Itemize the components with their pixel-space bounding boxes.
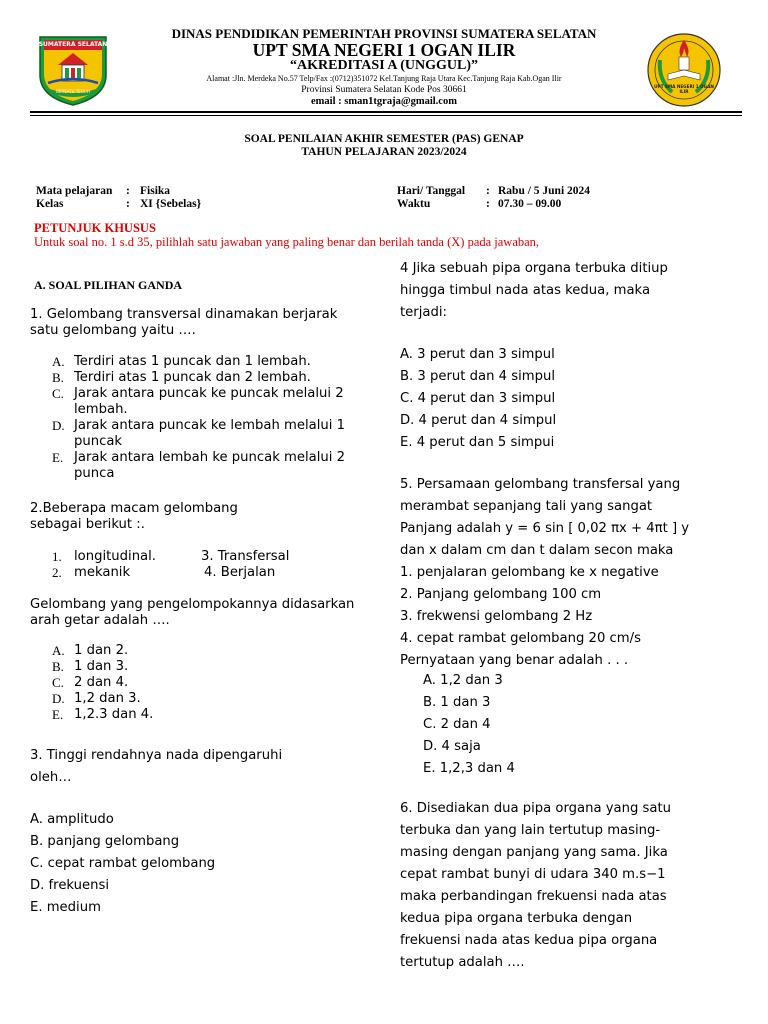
q1-option-text: Jarak antara puncak ke puncak melalui 2: [74, 386, 344, 401]
q3-option: B. panjang gelombang: [30, 834, 180, 849]
q2-option-text: 1,2.3 dan 4.: [74, 707, 154, 722]
q5-option: B. 1 dan 3: [423, 695, 491, 710]
q5-stem-line: merambat sepanjang tali yang sangat: [400, 499, 653, 514]
school-logo-label: UPT SMA NEGERI 1 OGAN ILIR: [654, 84, 714, 94]
q2-item-label: 1.: [52, 549, 62, 564]
q6-stem-line: 6. Disediakan dua pipa organa yang satu: [400, 801, 672, 816]
q6-stem-line: masing dengan panjang yang sama. Jika: [400, 845, 668, 860]
q2-item-label: 2.: [52, 565, 62, 580]
q3-stem-line-1: 3. Tinggi rendahnya nada dipengaruhi: [30, 748, 283, 763]
q2-stem-line-1: 2.Beberapa macam gelombang: [30, 501, 238, 516]
sumsel-logo-motto: BERSATU TEGUH: [56, 89, 90, 94]
class-value: XI {Sebelas}: [140, 198, 202, 210]
q5-stem-line: dan x dalam cm dan t dalam secon maka: [400, 543, 674, 558]
q2-option-label: E.: [52, 707, 64, 722]
exam-year: TAHUN PELAJARAN 2023/2024: [301, 146, 467, 158]
q1-option-label: A.: [52, 354, 65, 369]
q5-option: C. 2 dan 4: [423, 717, 491, 732]
q1-option-label: E.: [52, 450, 64, 465]
q5-option: E. 1,2,3 dan 4: [423, 761, 515, 776]
subject-sep: :: [126, 185, 130, 197]
class-sep: :: [126, 198, 130, 210]
q2-option-text: 1,2 dan 3.: [74, 691, 141, 706]
q2-question-line-2: arah getar adalah ….: [30, 613, 170, 628]
q5-statement: 3. frekwensi gelombang 2 Hz: [400, 609, 593, 624]
q5-statement: 1. penjalaran gelombang ke x negative: [400, 565, 659, 580]
subject-value: Fisika: [140, 185, 171, 197]
q1-option-text-cont: lembah.: [74, 402, 128, 417]
time-sep: :: [486, 198, 490, 210]
letterhead-province: Provinsi Sumatera Selatan Kode Pos 30661: [301, 85, 467, 95]
q6-stem-line: frekuensi nada atas kedua pipa organa: [400, 933, 658, 948]
instructions-text: Untuk soal no. 1 s.d 35, pilihlah satu jawaban yang paling benar dan berilah tanda (X) pada jawaban,: [34, 235, 540, 249]
exam-title: SOAL PENILAIAN AKHIR SEMESTER (PAS) GENAP: [244, 133, 524, 145]
q2-option-text: 1 dan 2.: [74, 643, 129, 658]
q3-option: C. cepat rambat gelombang: [30, 856, 216, 871]
time-label: Waktu: [397, 198, 431, 210]
subject-label: Mata pelajaran: [36, 185, 113, 197]
q5-question: Pernyataan yang benar adalah . . .: [400, 653, 629, 668]
q4-stem-line: 4 Jika sebuah pipa organa terbuka ditiup: [400, 261, 668, 276]
q6-stem-line: kedua pipa organa terbuka dengan: [400, 911, 633, 926]
letterhead-email: email : sman1tgraja@gmail.com: [311, 96, 457, 107]
q1-stem-line-1: 1. Gelombang transversal dinamakan berjarak: [30, 307, 338, 322]
q5-stem-line: Panjang adalah y = 6 sin [ 0,02 πx + 4πt ] y: [400, 521, 690, 536]
date-value: Rabu / 5 Juni 2024: [498, 185, 591, 197]
q2-stem-line-2: sebagai berikut :.: [30, 517, 145, 532]
q2-item-right: 3. Transfersal: [201, 549, 290, 564]
q6-stem-line: maka perbandingan frekuensi nada atas: [400, 889, 667, 904]
q4-stem-line: hingga timbul nada atas kedua, maka: [400, 283, 651, 298]
time-value: 07.30 – 09.00: [498, 198, 562, 210]
q6-stem-line: terbuka dan yang lain tertutup masing-: [400, 823, 661, 838]
q5-statement: 2. Panjang gelombang 100 cm: [400, 587, 602, 602]
q4-option: A. 3 perut dan 3 simpul: [400, 347, 555, 362]
q5-stem-line: 5. Persamaan gelombang transfersal yang: [400, 477, 681, 492]
q1-option-label: D.: [52, 418, 65, 433]
letterhead-address: Alamat :Jln. Merdeka No.57 Telp/Fax :(0712)351072 Kel.Tanjung Raja Utara Kec.Tanjung Raja Kab.Ogan Ilir: [206, 74, 562, 83]
q2-item-left: mekanik: [74, 565, 131, 580]
q5-option: D. 4 saja: [423, 739, 481, 754]
q2-option-label: B.: [52, 659, 64, 674]
q2-option-label: C.: [52, 675, 64, 690]
section-heading: A. SOAL PILIHAN GANDA: [34, 278, 183, 292]
q1-stem-line-2: satu gelombang yaitu ….: [30, 323, 196, 338]
q6-stem-line: tertutup adalah ….: [400, 955, 525, 970]
letterhead-agency: DINAS PENDIDIKAN PEMERINTAH PROVINSI SUMATERA SELATAN: [171, 26, 597, 41]
q1-option-text-cont: puncak: [74, 434, 123, 449]
q3-option: E. medium: [30, 900, 101, 915]
q2-option-label: D.: [52, 691, 65, 706]
date-sep: :: [486, 185, 490, 197]
q2-option-label: A.: [52, 643, 65, 658]
q1-option-text: Jarak antara lembah ke puncak melalui 2: [74, 450, 346, 465]
q5-option: A. 1,2 dan 3: [423, 673, 503, 688]
date-label: Hari/ Tanggal: [397, 185, 466, 197]
q4-stem-line: terjadi:: [400, 305, 447, 320]
q4-option: C. 4 perut dan 3 simpul: [400, 391, 556, 406]
q3-option: A. amplitudo: [30, 812, 114, 827]
q3-option: D. frekuensi: [30, 878, 110, 893]
q5-statement: 4. cepat rambat gelombang 20 cm/s: [400, 631, 641, 646]
letterhead-accreditation: “AKREDITASI A (UNGGUL)”: [290, 58, 478, 73]
q2-item-right: 4. Berjalan: [204, 565, 276, 580]
q4-option: D. 4 perut dan 4 simpul: [400, 413, 557, 428]
q1-option-label: C.: [52, 386, 64, 401]
q1-option-label: B.: [52, 370, 64, 385]
class-label: Kelas: [36, 198, 64, 210]
q2-option-text: 2 dan 4.: [74, 675, 129, 690]
q1-option-text: Jarak antara puncak ke lembah melalui 1: [74, 418, 346, 433]
q2-option-text: 1 dan 3.: [74, 659, 129, 674]
letterhead-divider: [30, 111, 742, 116]
q2-item-left: longitudinal.: [74, 549, 156, 564]
q4-option: E. 4 perut dan 5 simpui: [400, 435, 555, 450]
q2-question-line-1: Gelombang yang pengelompokannya didasarkan: [30, 597, 355, 612]
q4-option: B. 3 perut dan 4 simpul: [400, 369, 555, 384]
q1-option-text: Terdiri atas 1 puncak dan 2 lembah.: [74, 370, 311, 385]
q3-stem-line-2: oleh…: [30, 770, 72, 785]
q1-option-text-cont: punca: [74, 466, 115, 481]
q1-option-text: Terdiri atas 1 puncak dan 1 lembah.: [74, 354, 311, 369]
instructions-title: PETUNJUK KHUSUS: [34, 221, 156, 235]
q6-stem-line: cepat rambat bunyi di udara 340 m.s−1: [400, 867, 666, 882]
sumsel-logo-label: SUMATERA SELATAN: [38, 41, 108, 48]
letterhead-school-name: UPT SMA NEGERI 1 OGAN ILIR: [252, 40, 516, 60]
